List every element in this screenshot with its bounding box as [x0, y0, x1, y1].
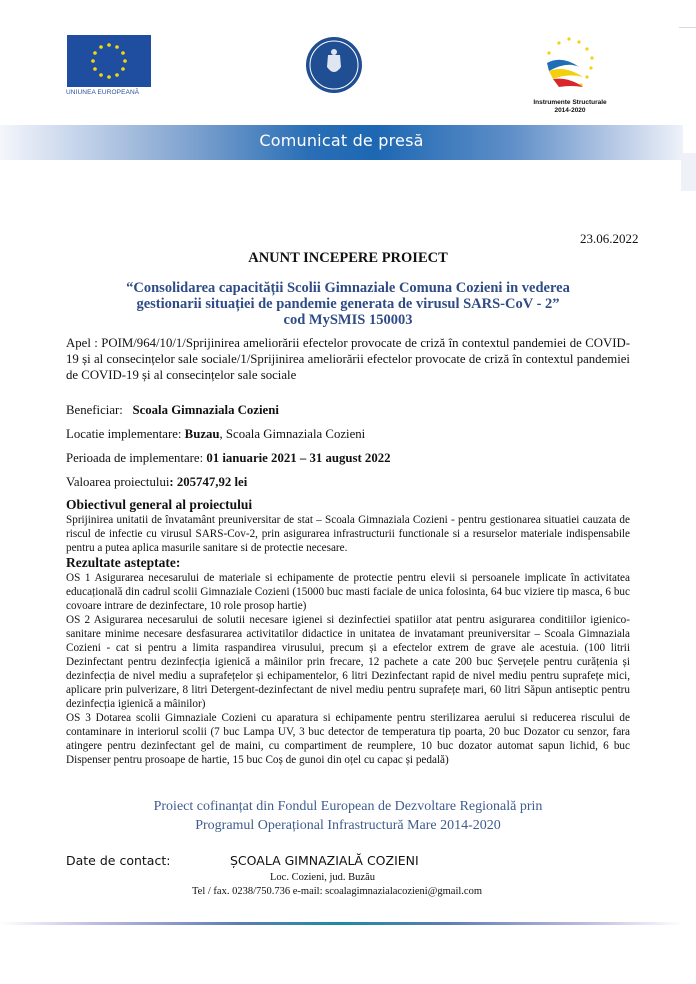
location-county: Buzau: [184, 427, 220, 441]
location-school: , Scoala Gimnaziala Cozieni: [219, 427, 366, 441]
eu-caption: UNIUNEA EUROPEANĂ: [66, 89, 140, 96]
contact-label: Date de contact:: [66, 853, 171, 868]
period-field: [66, 451, 391, 466]
beneficiary-value: Scoala Gimnaziala Cozieni: [132, 403, 279, 417]
is-caption: [522, 99, 618, 115]
document-heading: ANUNT INCEPERE PROIECT: [248, 250, 448, 266]
contact-location: Loc. Cozieni, jud. Buzău: [270, 872, 375, 883]
contact-phone-email: Tel / fax. 0238/750.736 e-mail: scoalagimnazialacozieni@gmail.com: [192, 886, 483, 897]
results-heading: Rezultate asteptate:: [66, 555, 181, 570]
result-os3: OS 3 Dotarea scolii Gimnaziale Cozieni cu aparatura si echipamente pentru sterilizarea aerului si reducerea riscului de contaminare in interiorul scolii (7 buc Lampa UV, 3 buc detector de temperatura tip poarta, 20 buc Dozator cu senzor, fara atingere pentru dezinfectant gel de maini, cu compartiment de reumplere, 10 buc dozator automat sapun lichid, 6 buc Dispenser pentru prosoape de hartie, 15 buc Coș de gunoi din oțel cu capac și pedală): [66, 712, 630, 766]
project-title-line2: gestionarii situației de pandemie generata de virusul SARS-CoV - 2”: [136, 296, 560, 312]
location-field: [66, 427, 365, 442]
coat-of-arms-icon: [306, 37, 362, 93]
objective-heading: Obiectivul general al proiectului: [66, 497, 253, 512]
result-os1: OS 1 Asigurarea necesarului de materiale si echipamente de protectie pentru elevii si persoanele implicate în activitatea educațională din cadrul scolii Gimnaziale Cozieni (15000 buc masti faciale de unica folosinta, 64 buc viziere tip masca, 6 buc covoare intrare de dezinfectare, 10 role prosop hartie): [66, 572, 630, 612]
romanian-government-seal-logo: [306, 37, 362, 93]
call-reference: Apel : POIM/964/10/1/Sprijinirea ameliorării efectelor provocate de criză în contextul pandemiei de COVID-19 și al consecințelor sale sociale/1/Sprijinirea ameliorării efectelor provocate de criză în contextul pandemiei de COVID-19 și al consecințelor sale sociale: [66, 336, 630, 382]
contact-school-name: ȘCOALA GIMNAZIALĂ COZIENI: [230, 853, 419, 868]
value-field: [66, 475, 247, 490]
banner-title: Comunicat de presă: [259, 131, 424, 150]
divider: [679, 27, 696, 28]
eu-stars-icon: [67, 35, 151, 87]
is-caption-line1: Instrumente Structurale: [533, 99, 607, 106]
period-label: Perioada de implementare:: [66, 451, 207, 465]
release-date: 23.06.2022: [580, 231, 639, 246]
objective-text: Sprijinirea unitatii de învatamânt preuniversitar de stat – Scoala Gimnaziala Cozieni - pentru gestionarea situatiei cauzata de riscul de infectie cu virusul SARS-Cov-2, prin asigurarea infrastructurii functionale si a resurselor materiale indispensabile pentru a putea aplica masurile sanitare si de protectie necesare.: [66, 514, 630, 554]
period-value: 01 ianuarie 2021 – 31 august 2022: [206, 451, 391, 465]
results-list: [66, 571, 630, 767]
location-label: Locatie implementare:: [66, 427, 185, 441]
beneficiary-label: Beneficiar:: [66, 403, 123, 417]
structural-instruments-logo: [537, 33, 605, 99]
funding-line2: Programul Operațional Infrastructură Mare 2014-2020: [195, 818, 501, 833]
project-title: [70, 280, 626, 328]
project-title-line1: “Consolidarea capacității Scolii Gimnaziale Comuna Cozieni in vederea: [126, 280, 570, 296]
project-code: cod MySMIS 150003: [283, 312, 413, 328]
is-swoosh-icon: [537, 33, 605, 99]
value-label: Valoarea proiectului: [66, 475, 170, 489]
beneficiary-field: [66, 403, 279, 418]
funding-line1: Proiect cofinanțat din Fondul European de Dezvoltare Regională prin: [153, 799, 543, 814]
footer-divider: [0, 922, 683, 925]
value-amount: : 205747,92 lei: [169, 475, 248, 489]
eu-flag-logo: [67, 35, 151, 87]
is-caption-line2: 2014-2020: [554, 107, 586, 114]
banner-side-block: [681, 153, 696, 191]
result-os2: OS 2 Asigurarea necesarului de solutii necesare igienei si dezinfectiei spatiilor atat pentru asigurarea conditiilor igienico-sanitare minime necesare desfasurarea activitatilor didactice in unitatea de invatamant preuniversitar – Scoala Gimnaziala Cozieni - cat si pentru a limita raspandirea virusului, precum și a efectelor extrem de grave ale acestuia. (100 litrii Dezinfectant pentru dezinfecția igienică a mâinilor prin frecare, 12 pachete a cate 200 buc Șervețele pentru curățenia și dezinfecția de nivel mediu a suprafețelor și echipamentelor, 6 litri Dezinfectant rapid de nivel mediu pentru suprafețe mici, aplicare prin pulverizare, 8 litri Detergent-dezinfectant de nivel mediu pentru suprafețe mari, 60 litri Săpun antiseptic pentru dezinfecția igienică a mâinilor): [66, 614, 630, 710]
funding-statement: [70, 797, 626, 835]
